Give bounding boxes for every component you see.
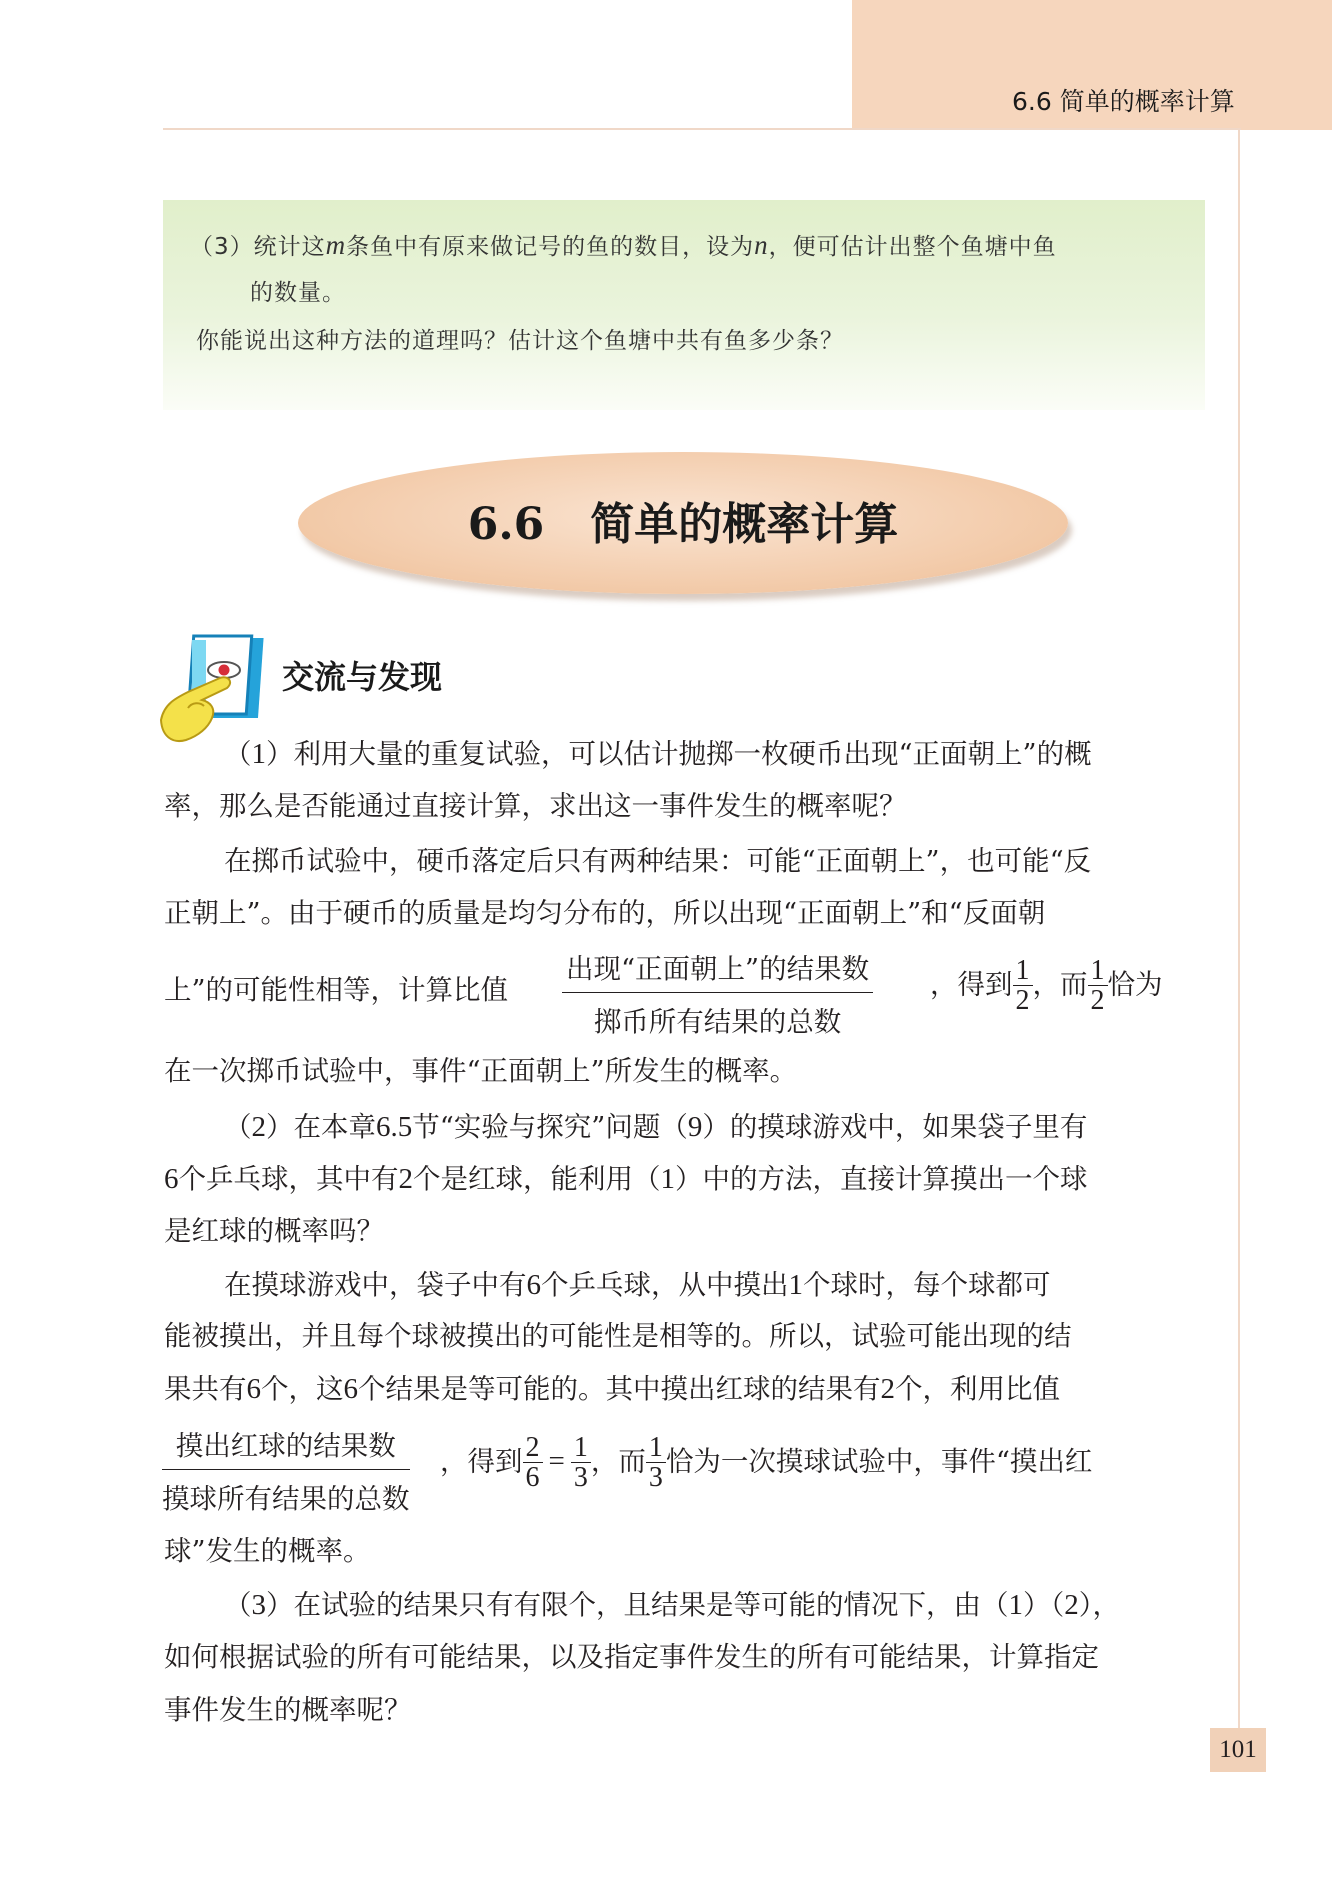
margin-rule	[1238, 130, 1240, 1728]
coin-ratio-numerator: 出现“正面朝上”的结果数	[562, 946, 873, 993]
subsection-title: 交流与发现	[282, 658, 443, 696]
fraction-one-third: $\frac{1}{3}$	[571, 1433, 591, 1493]
p5-line-1: （3）在试验的结果只有有限个，且结果是等可能的情况下，由（1）（2），	[224, 1589, 1120, 1621]
p2-line-1: 在掷币试验中，硬币落定后只有两种结果：可能“正面朝上”，也可能“反	[224, 845, 1092, 877]
fraction-one-half: $\frac{1}{2}$	[1088, 956, 1108, 1016]
pointing-hand-eye-icon	[158, 632, 268, 744]
p2-line-3-end: ，得到 $\frac{1}{2}$ ，而 $\frac{1}{2}$ 恰为	[930, 955, 1163, 1017]
p4-line-2: 能被摸出，并且每个球被摸出的可能性是相等的。所以，试验可能出现的结	[164, 1320, 1072, 1352]
header-section-label: 6.6 简单的概率计算	[1012, 87, 1235, 116]
p4-line-5: 球”发生的概率。	[164, 1535, 371, 1567]
coin-ratio-fraction	[562, 946, 873, 1039]
page-number: 101	[1210, 1728, 1266, 1772]
exercise-line-3: 你能说出这种方法的道理吗？估计这个鱼塘中共有鱼多少条？	[196, 328, 844, 354]
p3-line-2: 6个乒乓球，其中有2个是红球，能利用（1）中的方法，直接计算摸出一个球	[164, 1163, 1088, 1195]
p3-line-3: 是红球的概率吗？	[164, 1215, 384, 1247]
p5-line-2: 如何根据试验的所有可能结果，以及指定事件发生的所有可能结果，计算指定	[164, 1641, 1099, 1673]
fraction-one-third: $\frac{1}{3}$	[646, 1433, 666, 1493]
coin-ratio-denominator: 掷币所有结果的总数	[593, 1006, 842, 1038]
exercise-line-1: （3）统计这m条鱼中有原来做记号的鱼的数目，设为n，便可估计出整个鱼塘中鱼	[190, 230, 1057, 260]
ball-ratio-denominator: 摸球所有结果的总数	[162, 1483, 410, 1515]
fraction-one-half: $\frac{1}{2}$	[1013, 956, 1033, 1016]
p5-line-3: 事件发生的概率呢？	[164, 1694, 412, 1726]
p2-line-4: 在一次掷币试验中，事件“正面朝上”所发生的概率。	[164, 1055, 798, 1087]
p4-line-3: 果共有6个，这6个结果是等可能的。其中摸出红球的结果有2个，利用比值	[164, 1373, 1060, 1405]
p1-line-1: （1）利用大量的重复试验，可以估计抛掷一枚硬币出现“正面朝上”的概	[224, 738, 1092, 770]
p2-line-2: 正朝上”。由于硬币的质量是均匀分布的，所以出现“正面朝上”和“反面朝	[164, 897, 1046, 929]
p4-line-4: ，得到 $\frac{2}{6}$ = $\frac{1}{3}$ ，而 $\frac{1}{3}$ 恰为一次摸球试验中，事件“摸出红	[440, 1432, 1093, 1494]
fraction-two-sixths: $\frac{2}{6}$	[523, 1433, 543, 1493]
p2-line-3-start: 上”的可能性相等，计算比值	[164, 974, 509, 1006]
p1-line-2: 率，那么是否能通过直接计算，求出这一事件发生的概率呢？	[164, 790, 907, 822]
p3-line-1: （2）在本章6.5节“实验与探究”问题（9）的摸球游戏中，如果袋子里有	[224, 1111, 1088, 1143]
ball-ratio-numerator: 摸出红球的结果数	[162, 1423, 410, 1470]
p4-line-1: 在摸球游戏中，袋子中有6个乒乓球，从中摸出1个球时，每个球都可	[224, 1269, 1051, 1301]
ball-ratio-fraction	[162, 1423, 410, 1516]
header-divider	[163, 128, 1241, 130]
exercise-line-2: 的数量。	[250, 280, 346, 306]
section-title: 6.6 简单的概率计算	[467, 499, 899, 550]
